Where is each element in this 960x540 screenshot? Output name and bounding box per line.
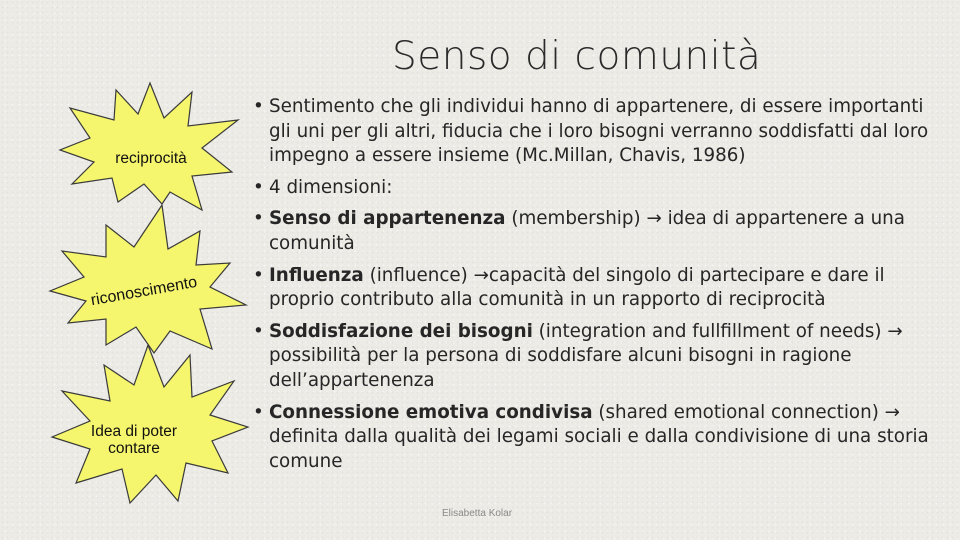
bullet-paren: (influence) — [363, 264, 474, 286]
bullet-term: Soddisfazione dei bisogni — [269, 320, 533, 342]
bullet-paren: (integration and fullfillment of needs) — [532, 320, 888, 342]
burst-label-riconoscimento: riconoscimento — [89, 273, 199, 310]
slide-title: Senso di comunità — [392, 34, 762, 79]
bullet-marker: • — [253, 96, 264, 117]
burst-shape-riconoscimento — [50, 205, 250, 355]
bullet-term: Connessione emotiva condivisa — [269, 401, 593, 423]
arrow-right-icon: → — [887, 320, 903, 342]
bullet-marker: • — [253, 264, 264, 286]
bullet-marker: • — [253, 320, 264, 342]
bullet-item-influence — [255, 264, 945, 313]
bullet-term: Influenza — [269, 264, 364, 286]
burst-shape-reciprocita — [60, 80, 250, 220]
bullet-rest: possibilità per la persona di soddisfare alcuni bisogni in ragione dell’appartenenza — [269, 345, 852, 391]
bullet-rest: capacità del singolo di partecipare e dare il proprio contributo alla comunità in un rapporto di reciprocità — [269, 264, 885, 311]
burst-label-line-2: contare — [108, 440, 160, 457]
bullet-item-emotional-connection — [255, 401, 945, 475]
bullet-item-dimensions — [255, 176, 945, 201]
arrow-right-icon: → — [646, 208, 662, 230]
bullet-marker: • — [253, 401, 264, 423]
bullet-rest: definita dalla qualità dei legami sociali e dalla condivisione di una storia comune — [269, 426, 929, 472]
burst-label-line-1: Idea di poter — [90, 423, 178, 440]
bullet-text: 4 dimensioni: — [269, 176, 393, 198]
arrow-right-icon: → — [473, 264, 489, 286]
bullet-item-needs — [255, 320, 945, 394]
bullet-list — [255, 95, 945, 474]
bullet-item-definition — [255, 95, 945, 169]
burst-shape-idea-di-poter-contare — [52, 345, 252, 505]
burst-label-reciprocita: reciprocità — [115, 150, 187, 167]
footer-author: Elisabetta Kolar — [442, 508, 513, 519]
bullet-term: Senso di appartenenza — [269, 208, 506, 230]
bullet-paren: (shared emotional connection) — [592, 401, 885, 423]
bullet-text: Sentimento che gli individui hanno di appartenere, di essere importanti gli uni per gli altri, fiducia che i loro bisogni verranno soddisfatti dal loro impegno a essere insieme (Mc.Millan, Chavis, 1986) — [269, 96, 929, 167]
burst-label-idea-di-poter-contare — [58, 423, 210, 457]
bullet-rest: idea di appartenere a una comunità — [269, 208, 905, 254]
bullet-list-container — [255, 95, 945, 481]
bullet-marker: • — [253, 176, 264, 198]
bullet-paren: (membership) — [505, 208, 647, 230]
bullet-item-membership — [255, 207, 945, 256]
bullet-marker: • — [253, 208, 264, 230]
arrow-right-icon: → — [884, 401, 900, 423]
